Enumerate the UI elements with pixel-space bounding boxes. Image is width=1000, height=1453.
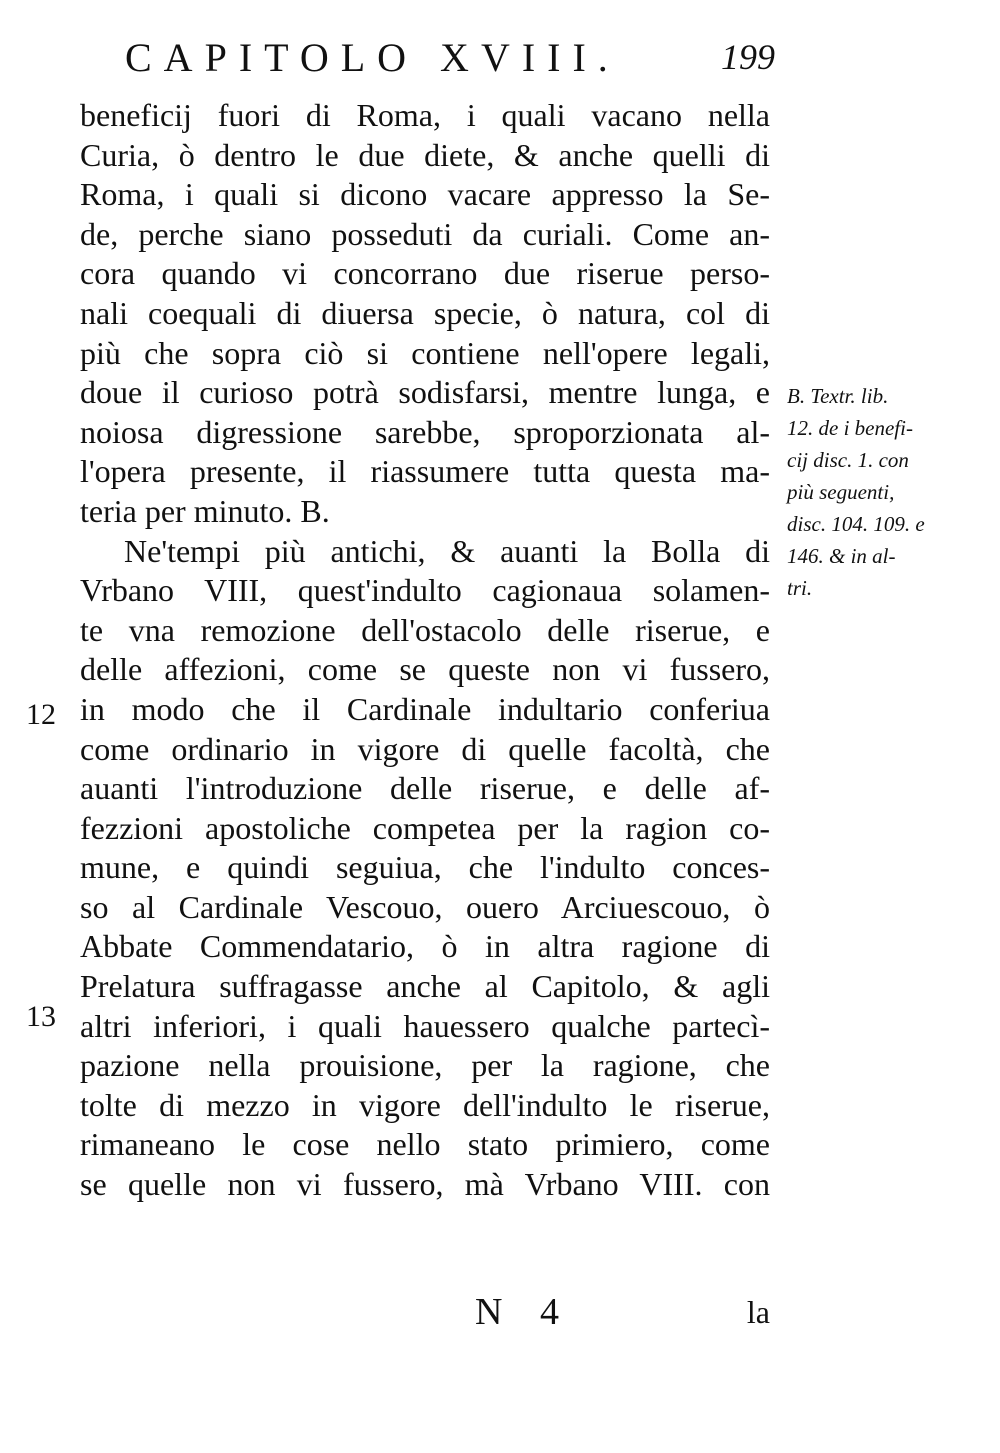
text-line: de, perche siano posseduti da curiali. Come an- xyxy=(80,215,770,252)
text-line: in modo che il Cardinale indultario conferiua xyxy=(80,690,770,727)
running-head: CAPITOLO XVIII. xyxy=(125,35,620,80)
text-line: so al Cardinale Vescouo, ouero Arciuescouo, ò xyxy=(80,888,770,925)
marginal-note-line: B. Textr. lib. xyxy=(787,384,889,408)
text-line: beneficij fuori di Roma, i quali vacano nella xyxy=(80,97,770,133)
text-line: noiosa digressione sarebbe, sproporzionata al- xyxy=(80,413,770,450)
page-footer xyxy=(80,1290,770,1340)
text-line: nali coequali di diuersa specie, ò natura, col di xyxy=(80,294,770,331)
text-line: rimaneano le cose nello stato primiero, come xyxy=(80,1126,770,1163)
marginal-note-line: più seguenti, xyxy=(787,480,895,504)
text-line: Curia, ò dentro le due diete, & anche quelli di xyxy=(80,136,770,173)
page-number: 199 xyxy=(721,37,775,77)
marginal-note-line: cij disc. 1. con xyxy=(787,448,909,472)
text-line: più che sopra ciò si contiene nell'opere legali, xyxy=(80,334,770,371)
catchword: la xyxy=(746,1294,770,1330)
text-line: Abbate Commendatario, ò in altra ragione di xyxy=(80,928,770,965)
text-line: pazione nella prouisione, per la ragione, che xyxy=(80,1047,770,1084)
text-line: mune, e quindi seguiua, che l'indulto conces- xyxy=(80,849,770,886)
page-header xyxy=(125,34,775,78)
paragraph-start-line: Ne'tempi più antichi, & auanti la Bolla di xyxy=(124,532,770,569)
marginal-note-line: disc. 104. 109. e xyxy=(787,512,925,536)
signature-mark: N 4 xyxy=(475,1291,573,1333)
text-line: Roma, i quali si dicono vacare appresso la Se- xyxy=(80,176,770,213)
text-line: Vrbano VIII, quest'indulto cagionaua solamen- xyxy=(80,572,770,609)
text-line: l'opera presente, il riassumere tutta questa ma- xyxy=(80,453,770,490)
text-line: se quelle non vi fussero, mà Vrbano VIII. con xyxy=(80,1166,770,1203)
marginal-note-line: tri. xyxy=(787,576,813,600)
text-line: auanti l'introduzione delle riserue, e delle af- xyxy=(80,770,770,807)
text-line: altri inferiori, i quali hauessero qualche partecì- xyxy=(80,1007,770,1044)
text-line: delle affezioni, come se queste non vi fussero, xyxy=(80,651,770,688)
margin-number: 13 xyxy=(26,1000,56,1033)
text-line: come ordinario in vigore di quelle facoltà, che xyxy=(80,730,770,767)
text-line: doue il curioso potrà sodisfarsi, mentre lunga, e xyxy=(80,374,770,411)
marginal-note xyxy=(787,380,967,604)
text-line: fezzioni apostoliche competea per la ragion co- xyxy=(80,809,770,846)
text-line: te vna remozione dell'ostacolo delle riserue, e xyxy=(80,611,770,648)
main-text xyxy=(80,96,770,1205)
margin-number: 12 xyxy=(26,698,56,731)
text-line: teria per minuto. B. xyxy=(80,492,330,529)
marginal-note-line: 146. & in al- xyxy=(787,544,896,568)
marginal-note-line: 12. de i benefi- xyxy=(787,416,913,440)
text-line: Prelatura suffragasse anche al Capitolo, & agli xyxy=(80,968,770,1005)
text-line: tolte di mezzo in vigore dell'indulto le riserue, xyxy=(80,1086,770,1123)
text-line: cora quando vi concorrano due riserue perso- xyxy=(80,255,770,292)
